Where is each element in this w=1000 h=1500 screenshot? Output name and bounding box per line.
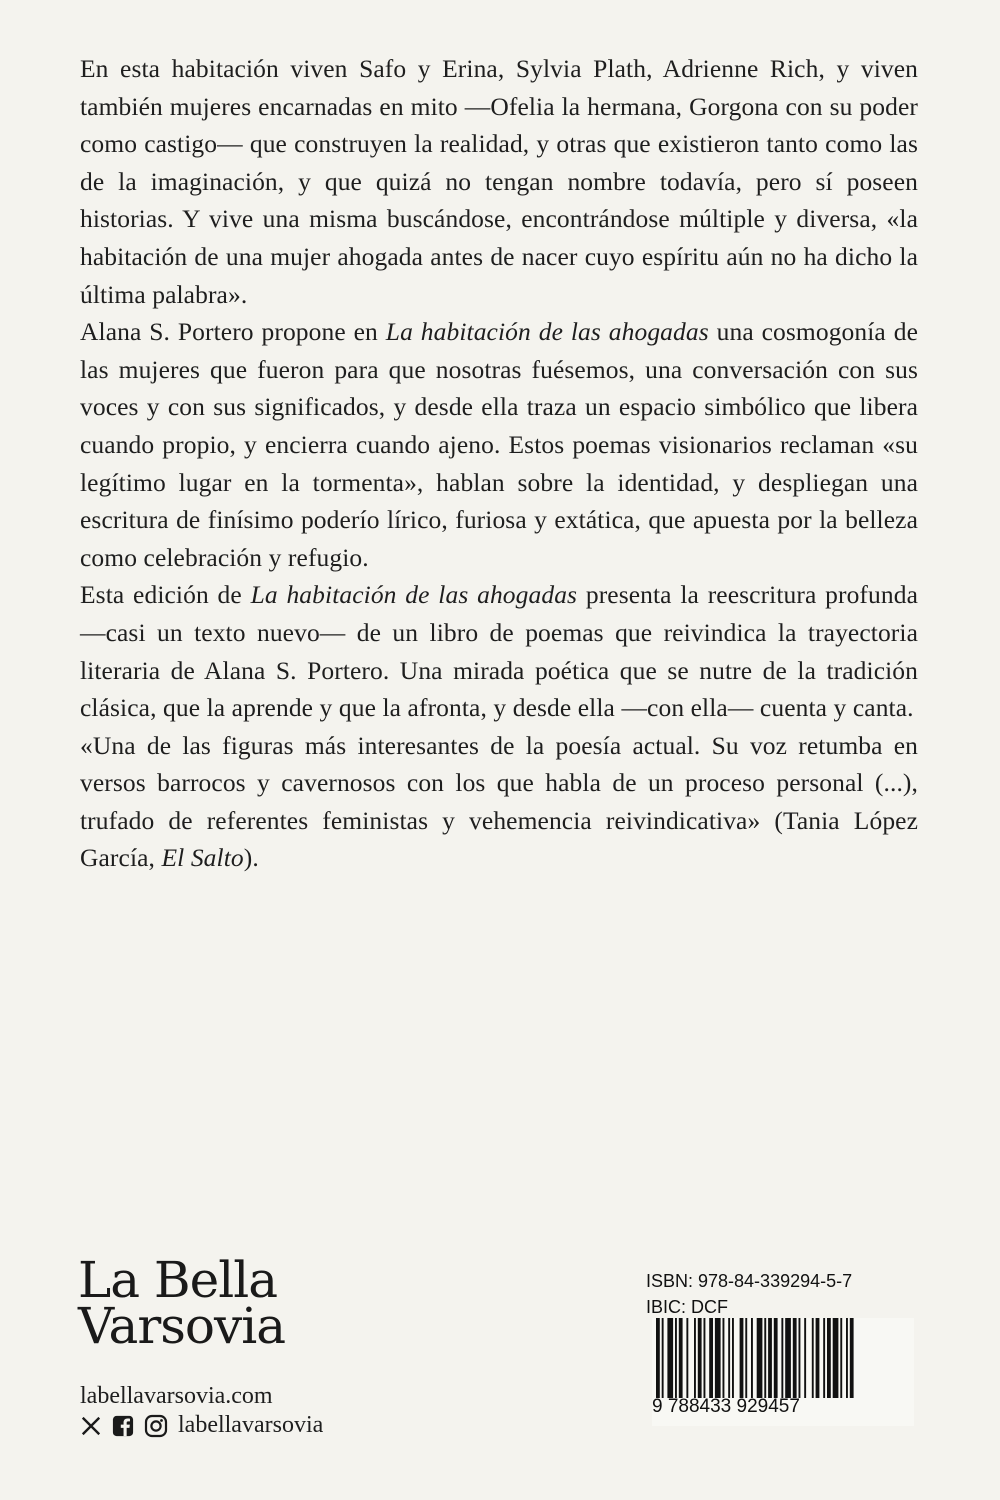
barcode-bar — [662, 1318, 664, 1398]
facebook-icon[interactable] — [112, 1415, 134, 1437]
ibic-text: IBIC: DCF — [646, 1297, 729, 1317]
source-italic: El Salto — [161, 843, 244, 873]
paragraph-4-text-a: «Una de las figuras más interesantes de la poesía actual. Su voz retumba en versos barrocos y cavernosos con los que habla de un proceso personal (...), trufado de referentes feministas y vehemencia reivindicativa» (Tania López García, — [80, 730, 918, 873]
social-links — [80, 1412, 323, 1439]
barcode-bar — [757, 1318, 763, 1398]
barcode-bar — [740, 1318, 744, 1398]
paragraph-4-text-b: ). — [243, 843, 259, 873]
barcode-bar — [686, 1318, 688, 1398]
paragraph-2-text-b: una cosmogonía de las mujeres que fueron para que nosotras fuésemos, una conversación con sus voces y con sus significados, y desde ella traza un espacio simbólico que libera cuando propio, y encierra cuando ajeno. Estos poemas visionarios reclaman «su legítimo lugar en la tormenta», hablan sobre la identidad, y despliegan una escritura de finísimo poderío lírico, furiosa y extática, que apuesta por la belleza como celebración y refugio. — [80, 317, 918, 572]
publisher-website[interactable]: labellavarsovia.com — [80, 1383, 273, 1409]
instagram-icon[interactable] — [144, 1414, 168, 1438]
barcode-bar — [833, 1318, 839, 1398]
paragraph-3-text-b: presenta la reescritura profunda —casi un texto nuevo— de un libro de poemas que reivindica la trayectoria literaria de Alana S. Portero. Una mirada poética que se nutre de la tradición clásica, que la aprende y que la afronta, y desde ella —con ella— cuenta y canta. — [80, 580, 918, 723]
barcode-bar — [667, 1318, 673, 1398]
paragraph-3 — [80, 576, 918, 726]
isbn-text: ISBN: 978-84-339294-5-7 — [646, 1271, 853, 1291]
book-title-italic: La habitación de las ahogadas — [250, 580, 578, 610]
paragraph-1 — [80, 50, 918, 313]
social-handle[interactable]: labellavarsovia — [178, 1412, 324, 1438]
barcode-bar — [694, 1318, 696, 1398]
barcode-bar — [732, 1318, 734, 1398]
x-icon[interactable] — [80, 1415, 102, 1437]
barcode-bar — [850, 1318, 854, 1398]
barcode-bar — [793, 1318, 797, 1398]
barcode-bar — [823, 1318, 825, 1398]
back-cover-blurb — [80, 50, 918, 877]
barcode-bar — [768, 1318, 772, 1398]
barcode-bar — [745, 1318, 747, 1398]
paragraph-1-text: En esta habitación viven Safo y Erina, Sylvia Plath, Adrienne Rich, y viven también mujeres encarnadas en mito —Ofelia la hermana, Gorgona con su poder como castigo— que construyen la realidad, y otras que existieron tanto como las de la imaginación, y que quizá no tengan nombre todavía, pero sí poseen historias. Y vive una misma buscándose, encontrándose múltiple y diversa, «la habitación de una mujer ahogada antes de nacer cuyo espíritu aún no ha dicho la última palabra». — [80, 54, 918, 309]
barcode-digits: 9 788433 929457 — [652, 1396, 800, 1417]
barcode-bar — [840, 1318, 842, 1398]
barcode-bar — [774, 1318, 778, 1398]
barcode-bar — [804, 1318, 806, 1398]
logo-line-1: La Bella — [78, 1251, 278, 1309]
barcode-bar — [764, 1318, 766, 1398]
barcode-bar — [709, 1318, 713, 1398]
paragraph-3-text-a: Esta edición de — [80, 580, 251, 610]
logo-line-2: Varsovia — [78, 1297, 286, 1355]
barcode-bar — [812, 1318, 814, 1398]
barcode-bar — [785, 1318, 791, 1398]
barcode-bar — [827, 1318, 831, 1398]
barcode-bar — [846, 1318, 848, 1398]
barcode-bar — [723, 1318, 725, 1398]
barcode-bar — [799, 1318, 801, 1398]
barcode-bar — [816, 1318, 820, 1398]
barcode-bar — [728, 1318, 730, 1398]
barcode-bar — [656, 1318, 660, 1398]
barcode-bar — [704, 1318, 706, 1398]
barcode-bar — [675, 1318, 677, 1398]
paragraph-4 — [80, 727, 918, 877]
publisher-logo — [78, 1251, 286, 1355]
barcode-bar — [781, 1318, 783, 1398]
isbn-block — [646, 1268, 852, 1320]
barcode-bar — [715, 1318, 721, 1398]
barcode-bars — [652, 1318, 914, 1398]
barcode-bar — [679, 1318, 683, 1398]
paragraph-2-text-a: Alana S. Portero propone en — [80, 317, 386, 347]
barcode-bar — [751, 1318, 753, 1398]
barcode-bar — [698, 1318, 702, 1398]
paragraph-2 — [80, 313, 918, 576]
book-title-italic: La habitación de las ahogadas — [385, 317, 709, 347]
